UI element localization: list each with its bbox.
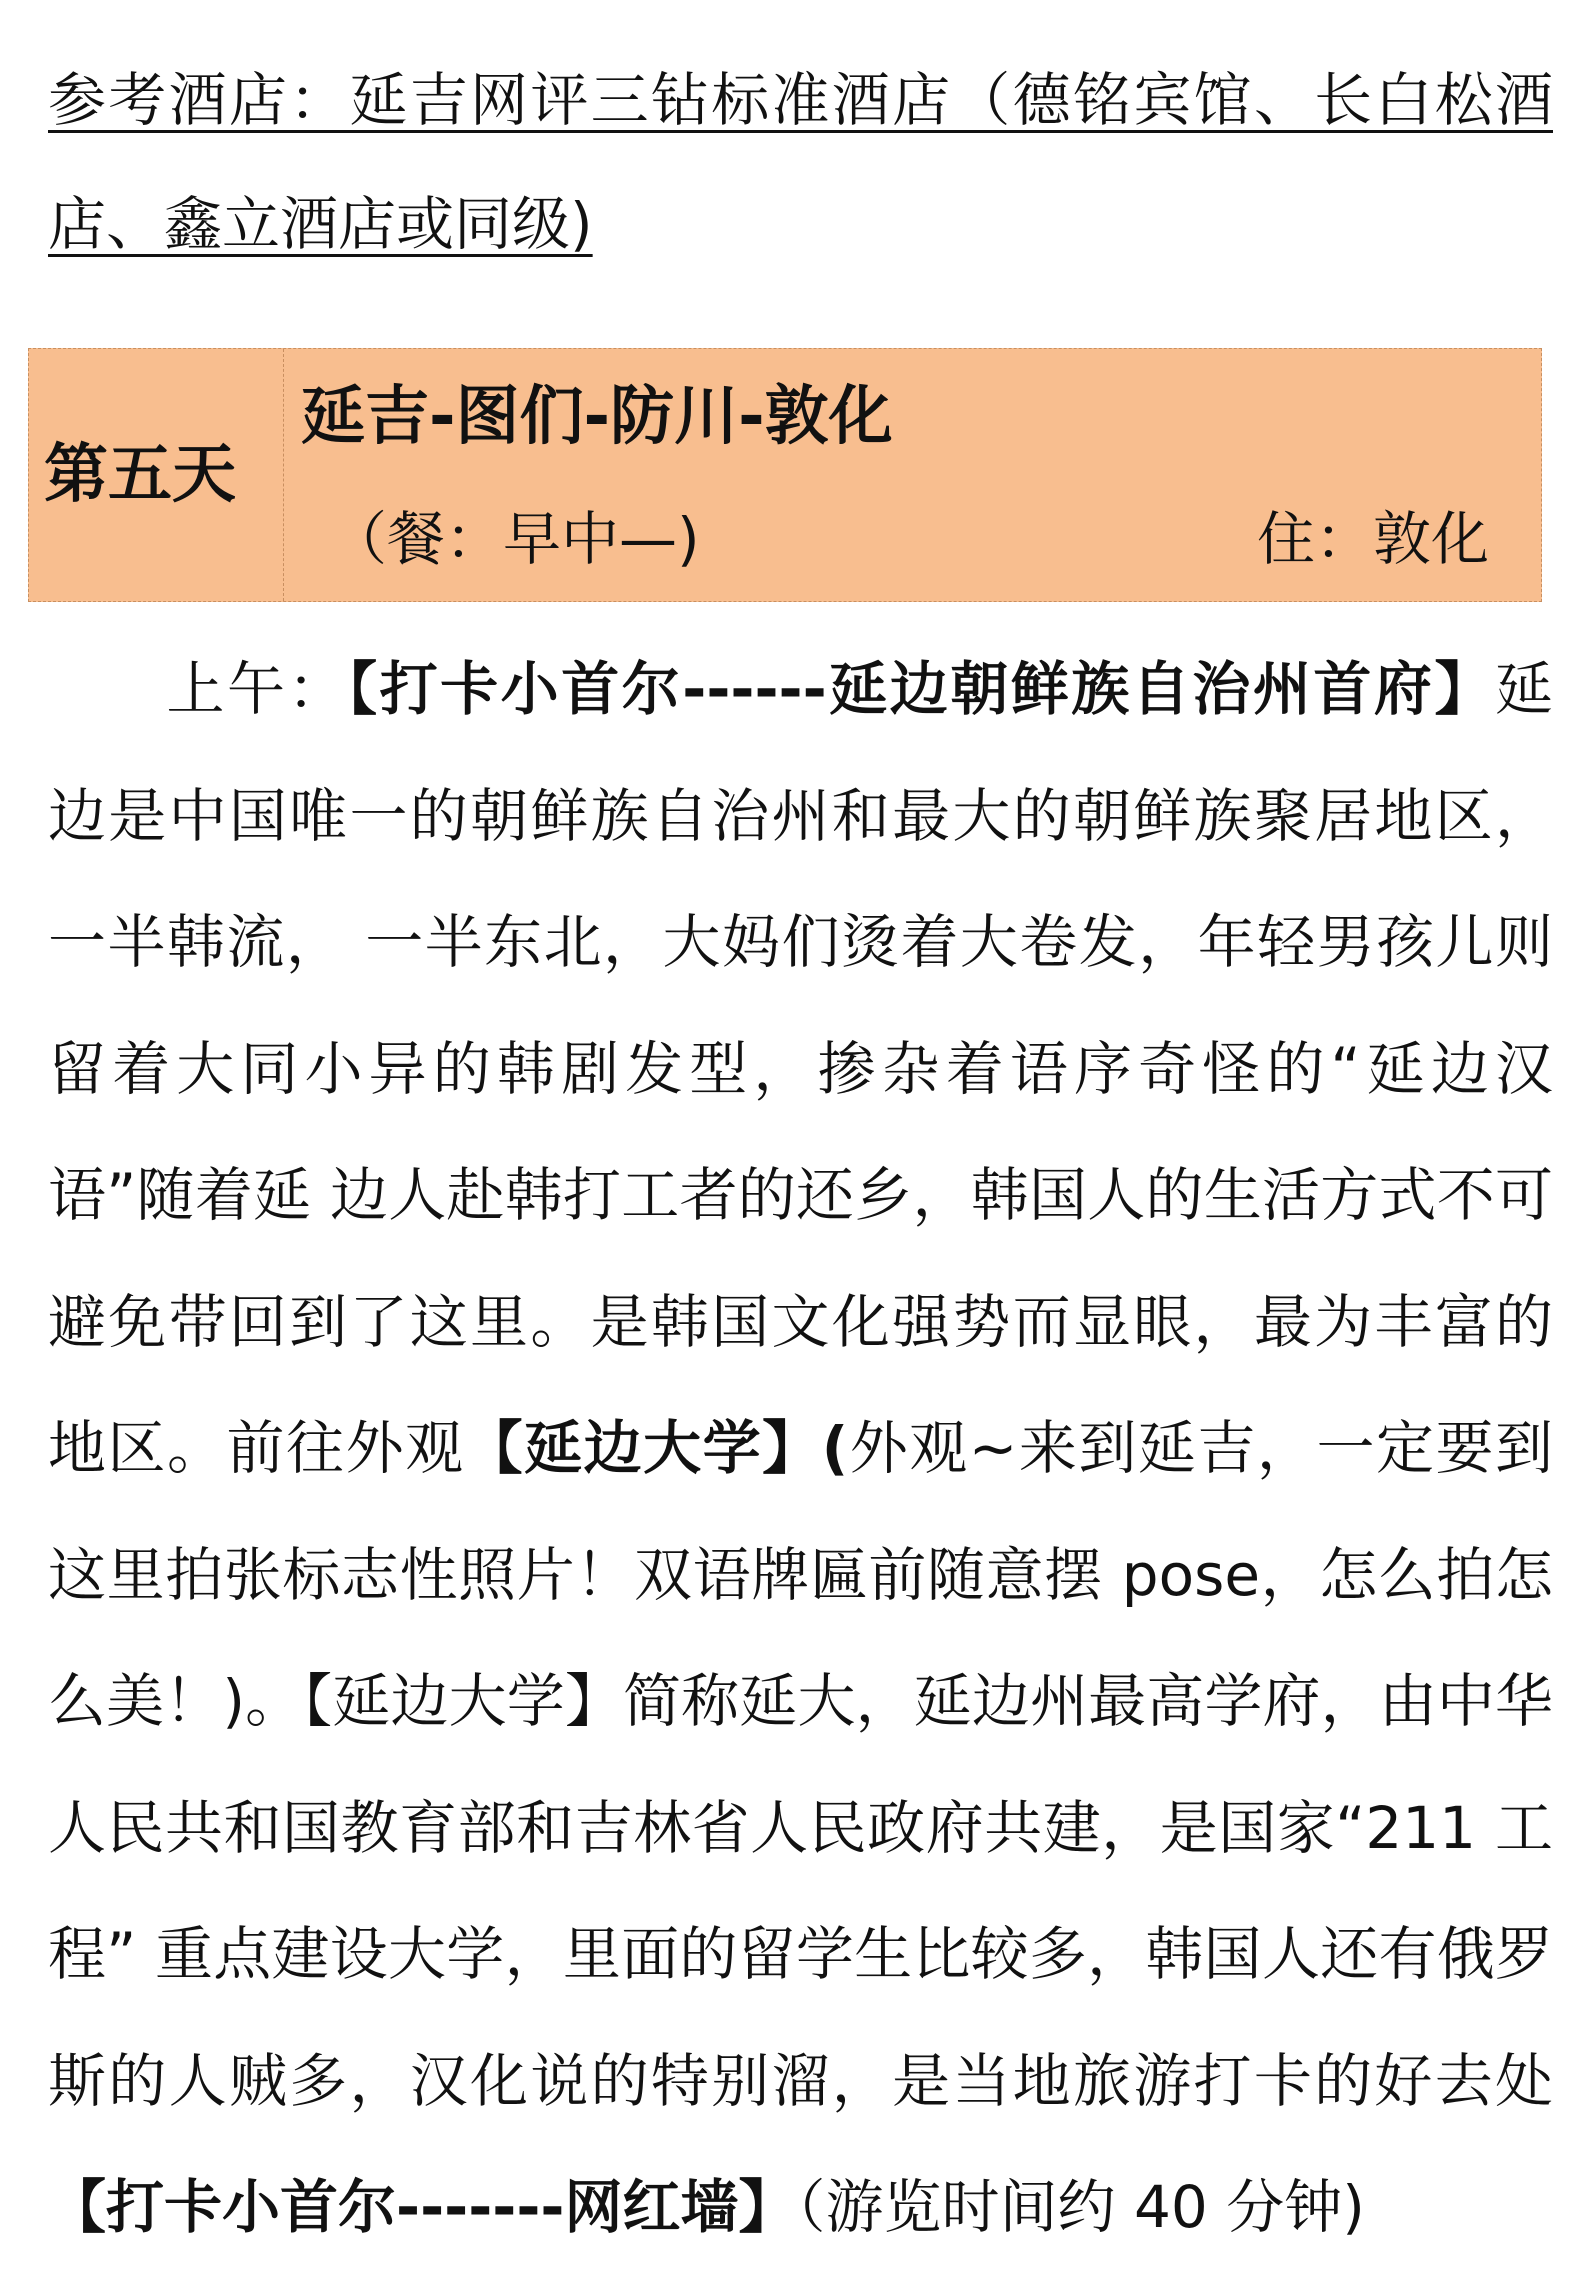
attraction-title-yanbian: 【打卡小首尔------延边朝鲜族自治州首府】 (348, 655, 1495, 723)
day-header-table (28, 348, 1542, 602)
meals-info: （餐：早中—) (329, 505, 700, 573)
reference-hotel-line: 参考酒店：延吉网评三钻标准酒店（德铭宾馆、长白松酒店、鑫立酒店或同级) (48, 66, 1553, 258)
attraction-title-wall: 【打卡小首尔-------网红墙】 (48, 2173, 797, 2241)
yanbian-description: 延边是中国唯一的朝鲜族自治州和最大的朝鲜族聚居地区，一半韩流， 一半东北，大妈们烫着大卷发，年轻男孩儿则留着大同小异的韩剧发型，掺杂着语序奇怪的“延边汉语”随着延 边人赴韩打工者的还乡，韩国人的生活方式不可避免带回到了这里。是韩国文化强势而显眼，最为丰富的地区。前往外观 (48, 655, 1553, 1482)
route-title: 延吉-图们-防川-敦化 (301, 380, 893, 454)
itinerary-paragraph (48, 626, 1553, 2271)
stay-info: 住：敦化 (1256, 505, 1489, 573)
time-of-day: 上午： (164, 655, 349, 723)
attraction-title-university: 【延边大学】( (464, 1414, 849, 1482)
visit-duration: （游览时间约 40 分钟) (796, 2173, 1365, 2241)
university-description: 外观~来到延吉，一定要到这里拍张标志性照片！双语牌匾前随意摆 pose，怎么拍怎么美！)。【延边大学】简称延大，延边州最高学府，由中华人民共和国教育部和吉林省人民政府共建，是国家“211 工程” 重点建设大学，里面的留学生比较多，韩国人还有俄罗斯的人贼多，汉化说的特别溜，是当地旅游打卡的好去处 (48, 1414, 1553, 2115)
day-label: 第五天 (29, 349, 284, 601)
